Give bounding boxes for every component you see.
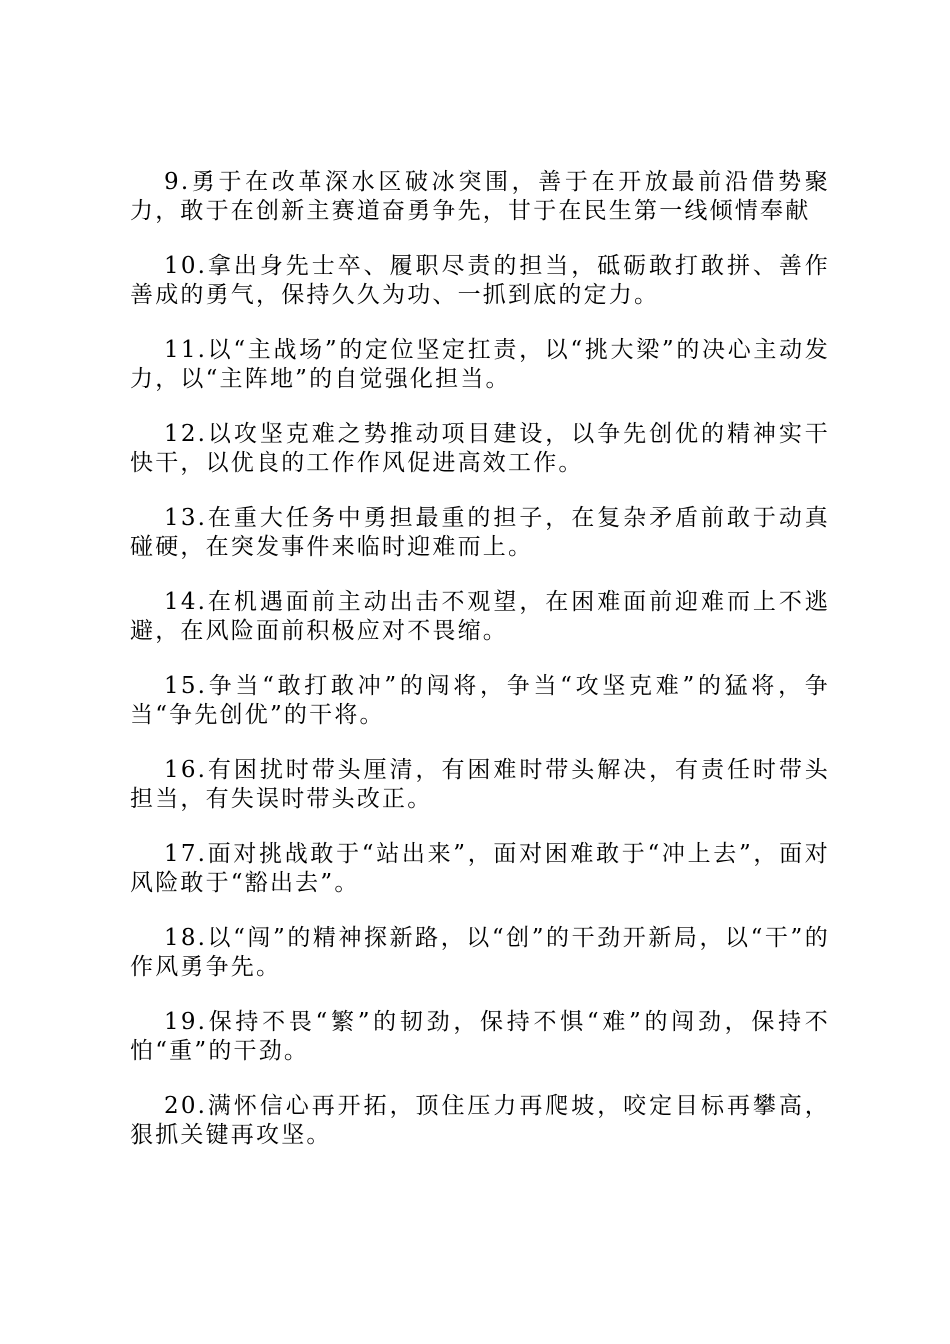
paragraph-16: 16.有困扰时带头厘清，有困难时带头解决，有责任时带头担当，有失误时带头改正。 xyxy=(130,757,830,812)
paragraph-15: 15.争当“敢打敢冲”的闯将，争当“攻坚克难”的猛将，争当“争先创优”的干将。 xyxy=(130,673,830,728)
document-body xyxy=(130,168,830,1176)
paragraph-9: 9.勇于在改革深水区破冰突围，善于在开放最前沿借势聚力，敢于在创新主赛道奋勇争先，甘于在民生第一线倾情奉献 xyxy=(130,169,830,224)
paragraph-12: 12.以攻坚克难之势推动项目建设，以争先创优的精神实干快干，以优良的工作作风促进高效工作。 xyxy=(130,421,830,476)
paragraph-14: 14.在机遇面前主动出击不观望，在困难面前迎难而上不逃避，在风险面前积极应对不畏缩。 xyxy=(130,589,830,644)
paragraph-20: 20.满怀信心再开拓，顶住压力再爬坡，咬定目标再攀高，狠抓关键再攻坚。 xyxy=(130,1093,830,1148)
paragraph-13: 13.在重大任务中勇担最重的担子，在复杂矛盾前敢于动真碰硬，在突发事件来临时迎难而上。 xyxy=(130,505,830,560)
paragraph-11: 11.以“主战场”的定位坚定扛责，以“挑大梁”的决心主动发力，以“主阵地”的自觉强化担当。 xyxy=(130,337,830,392)
paragraph-18: 18.以“闯”的精神探新路，以“创”的干劲开新局，以“干”的作风勇争先。 xyxy=(130,925,830,980)
paragraph-17: 17.面对挑战敢于“站出来”，面对困难敢于“冲上去”，面对风险敢于“豁出去”。 xyxy=(130,841,830,896)
paragraph-19: 19.保持不畏“繁”的韧劲，保持不惧“难”的闯劲，保持不怕“重”的干劲。 xyxy=(130,1009,830,1064)
paragraph-10: 10.拿出身先士卒、履职尽责的担当，砥砺敢打敢拼、善作善成的勇气，保持久久为功、一抓到底的定力。 xyxy=(130,253,830,308)
